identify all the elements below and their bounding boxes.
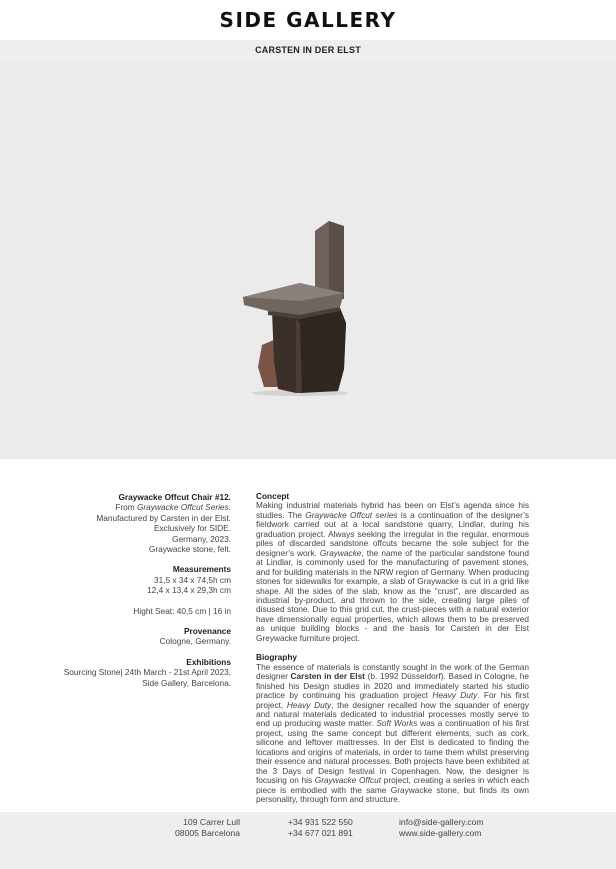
stone-chair-image [0,61,616,459]
series-name: Graywacke Offcut Series. [136,502,231,513]
product-series [20,502,231,512]
measurements-heading: Measurements [172,564,231,575]
phone-primary[interactable]: +34 931 522 550 [288,817,353,827]
website-link[interactable]: www.side-gallery.com [399,828,482,838]
description-column [256,492,529,815]
provenance-heading: Provenance [183,626,231,637]
product-origin: Germany, 2023. [172,533,231,544]
measurements-in: 12,4 x 13,4 x 29,3h cm [147,585,231,596]
product-material: Graywacke stone, felt. [148,544,231,555]
gallery-logo: SIDE GALLERY [219,8,397,32]
product-manufacturer: Manufactured by Carsten in der Elst. [96,512,231,523]
footer-contact [399,817,519,839]
concept-heading: Concept [256,491,290,501]
product-photo [0,61,616,459]
address-street: 109 Carrer Lull [183,817,240,827]
exhibition-line-1: Sourcing Stone| 24th March - 21st April 2023, [63,667,231,678]
biography-text: The essence of materials is constantly sought in the work of the German designer Carsten in der Elst (b. 1992 Düsseldorf). Based in Cologne, he finished his Design studies in 2020 and immediately started his studio practice by continuing his graduation project Heavy Duty. For his first project, Heavy Duty, the designer recalled how the squander of energy and natural materials dedicated to industrial processes mostly serve to end up producing waste matter. Soft Works was a continuation of his first project, using the same concept but different elements, such as cork, silicone and leftover mattresses. In der Elst is dedicated to finding the locations and origins of materials, in order to tame them whilst preserving their essence and natural processes. Both projects have been exhibited at the 3 Days of Design festival in Copenhagen. Now, the designer is focusing on his Graywacke Offcut project, creating a series in which each piece is embodied with the same Graywacke stone, but finds its own personality, through form and structure. [256,661,529,805]
footer-address [150,817,240,839]
artist-name-bar: CARSTEN IN DER ELST [0,40,616,61]
series-prefix: From [115,502,137,513]
concept-text: Making industrial materials hybrid has been on Elst’s agenda since his studies. The Graywacke Offcut series is a continuation of the designer’s fieldwork carried out at a local sandstone quarry, Lindlar, during his graduation project. Always seeking the irregular in the regular, enormous piles of discarded sandstone offcuts became the sole subject for the designer’s work. Graywacke, the name of the particular sandstone found at Lindlar, is commonly used for the manufacturing of pavement stones, and for building materials in the NRW region of Germany. When producing stones for sidewalks for example, a slab of Graywacke is cut in a grid like shape. All the sides of the slab, know as the “crust”, are discarded as industrial by-product, and thrown to the side, creating large piles of disused stone. Due to this grid cut, the crust-pieces with a natural exterior have dimensionally equal properties, which allows them to be preserved as unique building blocks - and the basis for Carsten in der Elst Greywacke furniture project. [256,500,529,643]
email-link[interactable]: info@side-gallery.com [399,817,484,827]
product-title: Graywacke Offcut Chair #12. [118,492,231,502]
exhibition-line-2: Side Gallery, Barcelona. [142,677,231,688]
address-city: 08005 Barcelona [175,828,240,838]
biography-heading: Biography [256,652,298,663]
product-exclusivity: Exclusively for SIDE. [154,523,231,534]
measurements-cm: 31,5 x 34 x 74,5h cm [153,574,231,585]
footer [0,812,616,869]
provenance-value: Cologne, Germany. [159,636,231,647]
footer-phones [288,817,378,839]
product-details [20,492,231,688]
seat-height: Hight Seat: 40,5 cm | 16 in [133,605,231,616]
exhibitions-heading: Exhibitions [186,656,231,667]
phone-secondary[interactable]: +34 677 021 891 [288,828,353,838]
